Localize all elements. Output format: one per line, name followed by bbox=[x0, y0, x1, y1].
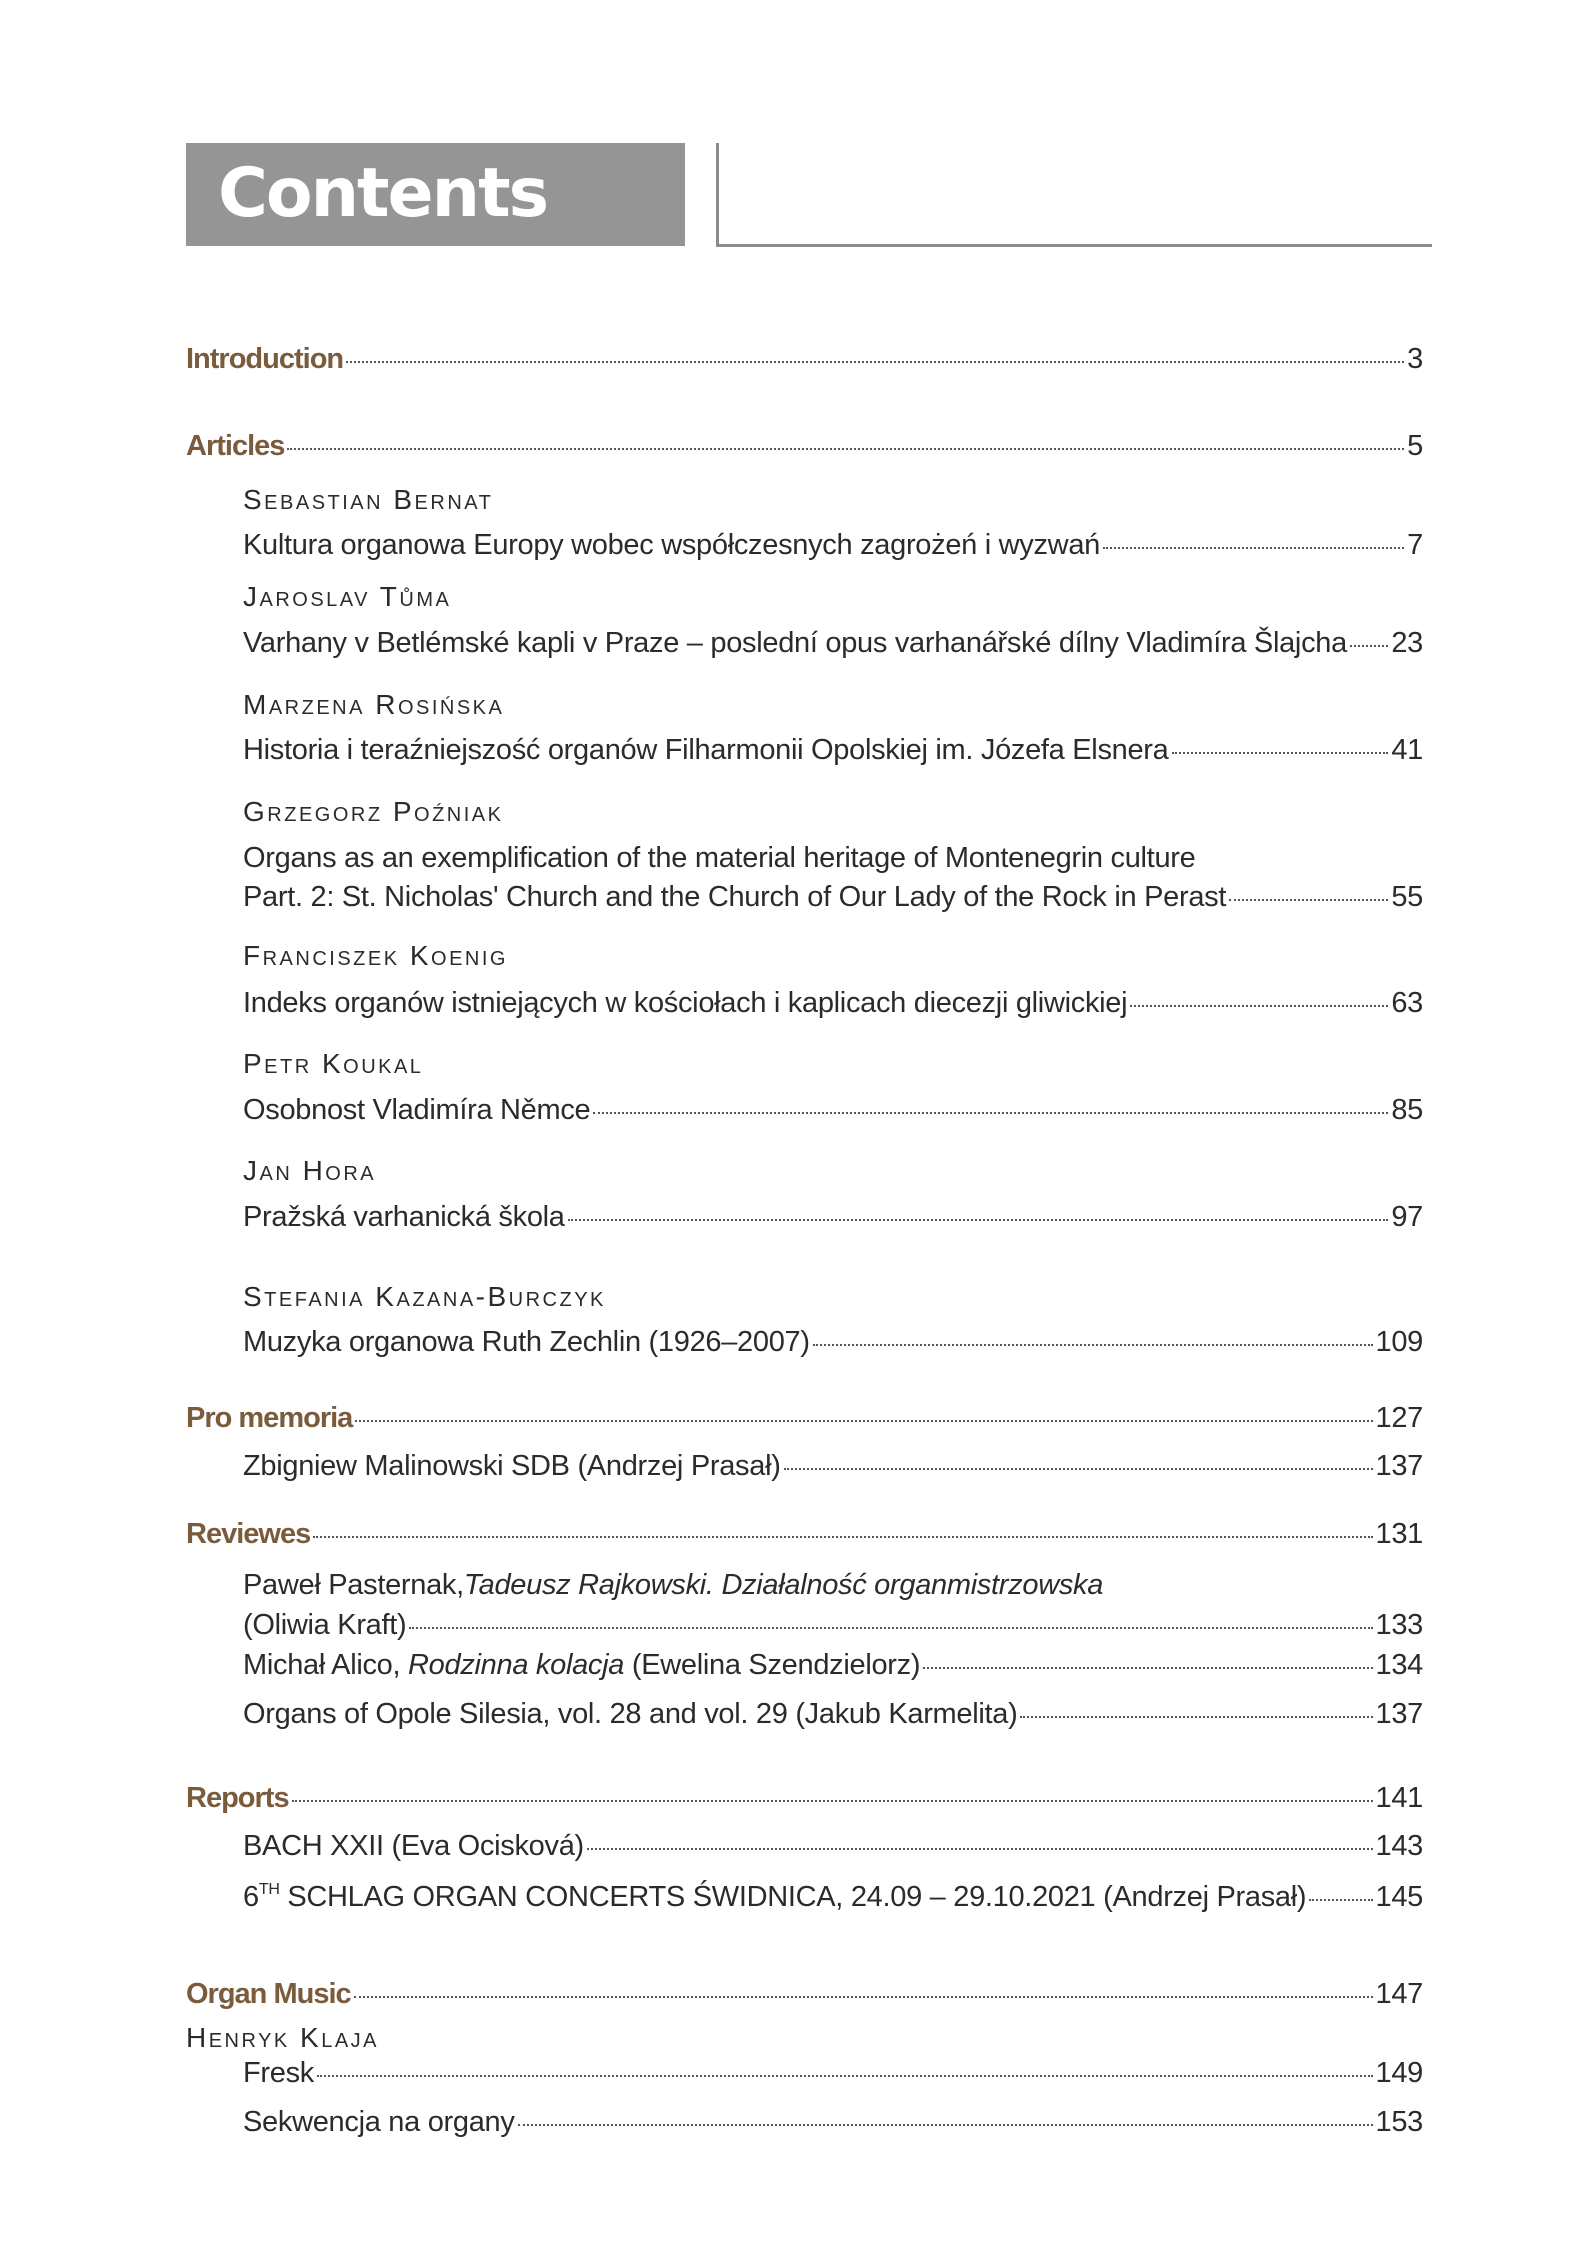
page-number: 55 bbox=[1391, 881, 1423, 913]
dot-leader bbox=[587, 1848, 1373, 1850]
toc-section-organ-music[interactable] bbox=[186, 1979, 1423, 2011]
dot-leader bbox=[1309, 1899, 1372, 1901]
dot-leader bbox=[355, 1420, 1372, 1422]
page-number: 141 bbox=[1375, 1782, 1423, 1814]
toc-author: Jan Hora bbox=[243, 1155, 377, 1186]
toc-entry[interactable] bbox=[243, 1650, 1423, 1682]
page-number: 3 bbox=[1407, 343, 1423, 375]
page-number: 109 bbox=[1375, 1326, 1423, 1358]
entry-number: 6 bbox=[243, 1881, 259, 1913]
contents-title-box bbox=[186, 143, 685, 246]
toc-entry[interactable] bbox=[243, 1699, 1423, 1731]
toc-entry[interactable] bbox=[243, 1610, 1423, 1642]
entry-title: Organs of Opole Silesia, vol. 28 and vol. 29 (Jakub Karmelita) bbox=[243, 1698, 1018, 1730]
dot-leader bbox=[923, 1667, 1372, 1669]
page-number: 85 bbox=[1391, 1094, 1423, 1126]
section-label: Introduction bbox=[186, 343, 344, 375]
dot-leader bbox=[346, 361, 1404, 363]
toc-author: Franciszek Koenig bbox=[243, 940, 508, 971]
dot-leader bbox=[313, 1536, 1372, 1538]
toc-entry[interactable] bbox=[243, 1451, 1423, 1483]
entry-title: Tadeusz Rajkowski. Działalność organmistrzowska bbox=[463, 1569, 1104, 1601]
dot-leader bbox=[813, 1344, 1373, 1346]
entry-title: Osobnost Vladimíra Němce bbox=[243, 1094, 591, 1126]
dot-leader bbox=[1020, 1716, 1372, 1718]
dot-leader bbox=[1103, 547, 1404, 549]
page-number: 131 bbox=[1375, 1518, 1423, 1550]
toc-entry[interactable] bbox=[243, 2107, 1423, 2139]
dot-leader bbox=[1229, 899, 1388, 901]
toc-entry[interactable] bbox=[243, 1202, 1423, 1234]
page-number: 134 bbox=[1375, 1649, 1423, 1681]
entry-title: Pražská varhanická škola bbox=[243, 1201, 565, 1233]
entry-title: Indeks organów istniejących w kościołach i kaplicach diecezji gliwickiej bbox=[243, 987, 1128, 1019]
page-number: 63 bbox=[1391, 987, 1423, 1019]
page-number: 127 bbox=[1375, 1402, 1423, 1434]
entry-title: SCHLAG ORGAN CONCERTS ŚWIDNICA, 24.09 – 29.10.2021 (Andrzej Prasał) bbox=[279, 1881, 1307, 1913]
page-number: 41 bbox=[1391, 734, 1423, 766]
entry-reviewer: (Ewelina Szendzielorz) bbox=[624, 1649, 921, 1681]
toc-entry[interactable] bbox=[243, 1881, 1423, 1914]
toc-entry[interactable] bbox=[243, 882, 1423, 914]
entry-title: Rodzinna kolacja bbox=[408, 1649, 625, 1681]
toc-entry[interactable] bbox=[243, 1831, 1423, 1863]
toc-entry[interactable] bbox=[243, 1327, 1423, 1359]
page-number: 133 bbox=[1375, 1609, 1423, 1641]
toc-entry-line1[interactable] bbox=[243, 1570, 1423, 1602]
toc-author: Henryk Klaja bbox=[186, 2022, 380, 2053]
dot-leader bbox=[1172, 752, 1389, 754]
dot-leader bbox=[518, 2124, 1373, 2126]
section-label: Articles bbox=[186, 430, 285, 462]
page-number: 5 bbox=[1407, 430, 1423, 462]
page-number: 145 bbox=[1375, 1881, 1423, 1913]
entry-title: Muzyka organowa Ruth Zechlin (1926–2007) bbox=[243, 1326, 810, 1358]
toc-author: Sebastian Bernat bbox=[243, 484, 494, 515]
toc-author: Marzena Rosińska bbox=[243, 689, 505, 720]
toc-author: Jaroslav Tůma bbox=[243, 581, 452, 612]
toc-entry-line1[interactable] bbox=[243, 843, 1423, 875]
toc-author: Petr Koukal bbox=[243, 1048, 424, 1079]
page-number: 149 bbox=[1375, 2057, 1423, 2089]
dot-leader bbox=[593, 1112, 1388, 1114]
title-frame-decoration bbox=[716, 143, 1432, 247]
entry-title: Organs as an exemplification of the material heritage of Montenegrin culture bbox=[243, 842, 1196, 874]
toc-author: Stefania Kazana-Burczyk bbox=[243, 1281, 606, 1312]
page-number: 143 bbox=[1375, 1830, 1423, 1862]
entry-title: Fresk bbox=[243, 2057, 315, 2089]
entry-title: BACH XXII (Eva Ocisková) bbox=[243, 1830, 584, 1862]
dot-leader bbox=[317, 2075, 1372, 2077]
toc-entry[interactable] bbox=[243, 2058, 1423, 2090]
page-number: 7 bbox=[1407, 529, 1423, 561]
dot-leader bbox=[784, 1468, 1373, 1470]
toc-entry[interactable] bbox=[243, 988, 1423, 1020]
dot-leader bbox=[354, 1996, 1373, 1998]
page-number: 23 bbox=[1391, 627, 1423, 659]
dot-leader bbox=[287, 448, 1404, 450]
toc-section-reviews[interactable] bbox=[186, 1519, 1423, 1551]
page-title: Contents bbox=[218, 154, 548, 233]
entry-reviewer: (Oliwia Kraft) bbox=[243, 1609, 407, 1641]
toc-entry[interactable] bbox=[243, 530, 1423, 562]
entry-title: Part. 2: St. Nicholas' Church and the Church of Our Lady of the Rock in Perast bbox=[243, 881, 1227, 913]
entry-title: Kultura organowa Europy wobec współczesnych zagrożeń i wyzwań bbox=[243, 529, 1100, 561]
toc-entry[interactable] bbox=[243, 628, 1423, 660]
page-number: 153 bbox=[1375, 2106, 1423, 2138]
dot-leader bbox=[1350, 645, 1388, 647]
toc-section-pro-memoria[interactable] bbox=[186, 1403, 1423, 1435]
entry-author: Michał Alico, bbox=[243, 1649, 409, 1681]
page-number: 97 bbox=[1391, 1201, 1423, 1233]
section-label: Reviewes bbox=[186, 1518, 311, 1550]
dot-leader bbox=[1130, 1005, 1388, 1007]
entry-title: Sekwencja na organy bbox=[243, 2106, 515, 2138]
section-label: Pro memoria bbox=[186, 1402, 353, 1434]
entry-title: Varhany v Betlémské kapli v Praze – poslední opus varhanářské dílny Vladimíra Šlajcha bbox=[243, 627, 1347, 659]
section-label: Reports bbox=[186, 1782, 289, 1814]
toc-section-introduction[interactable] bbox=[186, 344, 1423, 376]
entry-title: Historia i teraźniejszość organów Filharmonii Opolskiej im. Józefa Elsnera bbox=[243, 734, 1169, 766]
toc-section-reports[interactable] bbox=[186, 1783, 1423, 1815]
toc-entry[interactable] bbox=[243, 1095, 1423, 1127]
dot-leader bbox=[568, 1219, 1389, 1221]
toc-section-articles[interactable] bbox=[186, 431, 1423, 463]
section-label: Organ Music bbox=[186, 1978, 351, 2010]
page-number: 137 bbox=[1375, 1698, 1423, 1730]
toc-entry[interactable] bbox=[243, 735, 1423, 767]
page-number: 147 bbox=[1375, 1978, 1423, 2010]
dot-leader bbox=[292, 1800, 1373, 1802]
entry-author: Paweł Pasternak, bbox=[243, 1569, 464, 1601]
entry-title: Zbigniew Malinowski SDB (Andrzej Prasał) bbox=[243, 1450, 781, 1482]
dot-leader bbox=[409, 1627, 1372, 1629]
page-number: 137 bbox=[1375, 1450, 1423, 1482]
entry-ordinal: TH bbox=[258, 1881, 280, 1898]
toc-author: Grzegorz Poźniak bbox=[243, 796, 504, 827]
